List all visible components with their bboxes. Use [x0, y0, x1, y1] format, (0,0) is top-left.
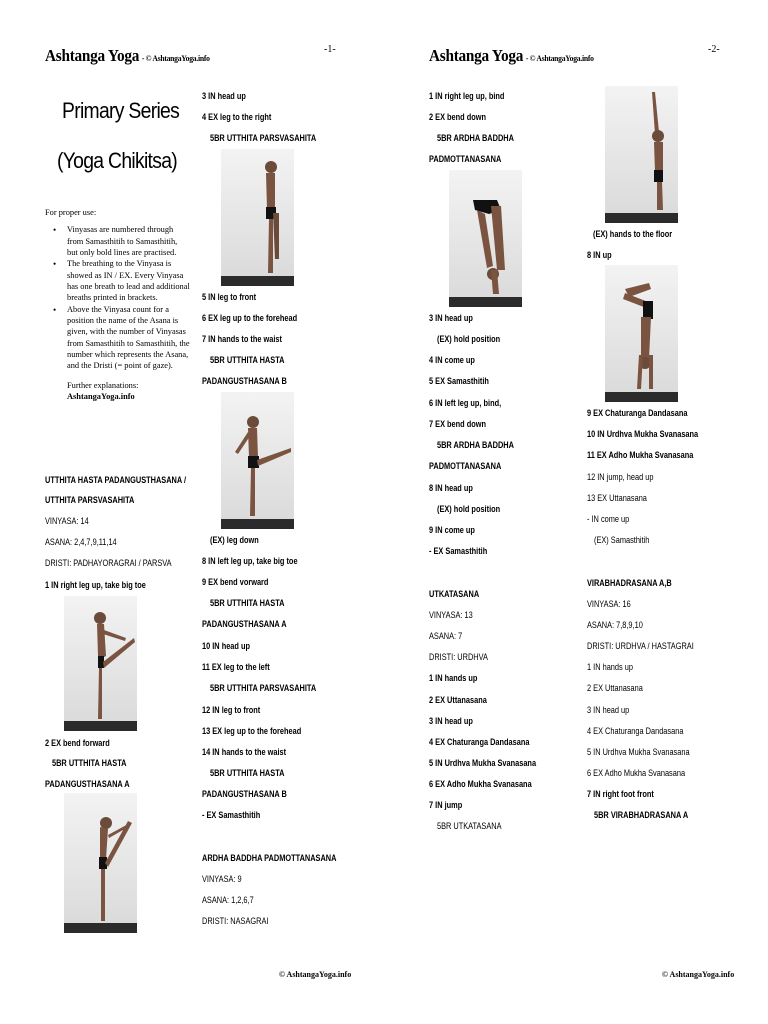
page2-header-title: Ashtanga Yoga	[429, 46, 524, 65]
dristi: DRISTI: URDHVA	[429, 652, 488, 662]
pose-photo	[605, 265, 678, 402]
vinyasa-step: 5BR UTTHITA HASTA	[52, 758, 127, 768]
asana-numbers: ASANA: 7	[429, 631, 463, 641]
vinyasa-step: 7 IN jump	[429, 800, 463, 810]
vinyasa-step: 9 IN come up	[429, 525, 475, 535]
vinyasa-count: VINYASA: 14	[45, 516, 89, 526]
vinyasa-step: 4 EX Chaturanga Dandasana	[429, 737, 530, 747]
vinyasa-step: - EX Samasthitih	[429, 546, 488, 556]
vinyasa-count: VINYASA: 16	[587, 599, 631, 609]
vinyasa-step: (EX) hands to the floor	[593, 229, 673, 239]
yoga-pose-icon	[221, 392, 294, 529]
page1-number: -1-	[324, 44, 336, 55]
dristi: DRISTI: NASAGRAI	[202, 916, 269, 926]
vinyasa-step: 12 IN leg to front	[202, 705, 261, 715]
page1-footer: © AshtangaYoga.info	[279, 970, 352, 979]
vinyasa-step: - EX Samasthitih	[202, 810, 261, 820]
vinyasa-step: 5BR VIRABHADRASANA A	[594, 810, 689, 820]
vinyasa-step: 4 IN come up	[429, 355, 475, 365]
vinyasa-step: 6 IN left leg up, bind,	[429, 398, 502, 408]
vinyasa-step: 2 EX Uttanasana	[587, 683, 643, 693]
vinyasa-step: (EX) Samasthitih	[594, 535, 650, 545]
vinyasa-step: 13 EX Uttanasana	[587, 493, 647, 503]
asana-name: PADANGUSTHASANA A	[202, 619, 287, 629]
vinyasa-step: 1 IN right leg up, take big toe	[45, 580, 146, 590]
vinyasa-step: 7 IN hands to the waist	[202, 334, 282, 344]
vinyasa-step: 8 IN head up	[429, 483, 473, 493]
vinyasa-step: (EX) hold position	[437, 504, 501, 514]
asana-name: PADMOTTANASANA	[429, 154, 502, 164]
yoga-pose-icon	[449, 170, 522, 307]
vinyasa-step: 1 IN hands up	[587, 662, 633, 672]
vinyasa-step: 5BR UTTHITA PARSVASAHITA	[210, 683, 317, 693]
yoga-pose-icon	[64, 793, 137, 933]
page1-header	[45, 46, 210, 66]
vinyasa-step: 5 IN Urdhva Mukha Svanasana	[587, 747, 690, 757]
asana-numbers: ASANA: 2,4,7,9,11,14	[45, 537, 117, 547]
page1-header-site: - © AshtangaYoga.info	[141, 53, 210, 63]
vinyasa-step: 9 EX Chaturanga Dandasana	[587, 408, 688, 418]
vinyasa-step: 7 IN right foot front	[587, 789, 654, 799]
vinyasa-step: 14 IN hands to the waist	[202, 747, 287, 757]
vinyasa-step: 1 IN hands up	[429, 673, 478, 683]
pose-photo	[221, 149, 294, 286]
vinyasa-step: 2 EX bend down	[429, 112, 487, 122]
vinyasa-step: 2 EX bend forward	[45, 738, 110, 748]
intro-bullet: • The breathing to the Vinyasa is showed as IN / EX. Every Vinyasa has one breath to lead and additional breaths printed in brackets.	[67, 258, 190, 303]
yoga-pose-icon	[605, 265, 678, 402]
yoga-pose-icon	[64, 596, 137, 731]
vinyasa-step: 10 IN head up	[202, 641, 250, 651]
vinyasa-step: 5BR UTTHITA HASTA	[210, 598, 285, 608]
page1-header-title: Ashtanga Yoga	[45, 46, 140, 65]
vinyasa-count: VINYASA: 9	[202, 874, 242, 884]
vinyasa-step: 11 EX leg to the left	[202, 662, 270, 672]
vinyasa-step: 1 IN right leg up, bind	[429, 91, 505, 101]
vinyasa-step: 6 EX Adho Mukha Svanasana	[587, 768, 686, 778]
asana-name: PADANGUSTHASANA B	[202, 789, 287, 799]
intro-bullet: • Vinyasas are numbered through from Samasthitih to Samasthitih, but only bold lines are practised.	[67, 224, 190, 258]
vinyasa-step: 5BR UTKATASANA	[437, 821, 502, 831]
page2-header-site: - © AshtangaYoga.info	[525, 53, 594, 63]
vinyasa-step: 5BR UTTHITA HASTA	[210, 355, 285, 365]
vinyasa-step: 3 IN head up	[429, 313, 473, 323]
vinyasa-step: 5BR UTTHITA HASTA	[210, 768, 285, 778]
asana-name: PADANGUSTHASANA A	[45, 779, 130, 789]
page2-number: -2-	[708, 44, 720, 55]
yoga-pose-icon	[605, 86, 678, 223]
intro-heading: For proper use:	[45, 208, 97, 217]
vinyasa-step: 5 EX Samasthitih	[429, 376, 489, 386]
vinyasa-count: VINYASA: 13	[429, 610, 473, 620]
vinyasa-step: 5 IN Urdhva Mukha Svanasana	[429, 758, 537, 768]
pose-photo	[605, 86, 678, 223]
vinyasa-step: 10 IN Urdhva Mukha Svanasana	[587, 429, 699, 439]
asana-title: VIRABHADRASANA A,B	[587, 578, 672, 588]
asana-name: PADANGUSTHASANA B	[202, 376, 287, 386]
intro-further: Further explanations:	[67, 380, 139, 390]
vinyasa-step: 9 EX bend vorward	[202, 577, 269, 587]
asana-numbers: ASANA: 1,2,6,7	[202, 895, 254, 905]
asana-title: UTTHITA HASTA PADANGUSTHASANA /	[45, 475, 187, 485]
vinyasa-step: 3 IN head up	[202, 91, 246, 101]
dristi: DRISTI: PADHAYORAGRAI / PARSVA	[45, 558, 172, 568]
yoga-pose-icon	[221, 149, 294, 286]
asana-name: PADMOTTANASANA	[429, 461, 502, 471]
pose-photo	[64, 793, 137, 933]
intro-bullet: • Above the Vinyasa count for a position the name of the Asana is given, with the number of Vinyasas from Samasthitih to Samasthitih, the number which represents the Asana, and the Dristi (= point of gaze).	[67, 304, 190, 372]
asana-numbers: ASANA: 7,8,9,10	[587, 620, 643, 630]
yoga-chikitsa-title: (Yoga Chikitsa)	[57, 148, 178, 173]
page2-header	[429, 46, 594, 66]
asana-title: UTTHITA PARSVASAHITA	[45, 495, 135, 505]
vinyasa-step: 4 EX leg to the right	[202, 112, 272, 122]
vinyasa-step: - IN come up	[587, 514, 630, 524]
dristi: DRISTI: URDHVA / HASTAGRAI	[587, 641, 694, 651]
vinyasa-step: 12 IN jump, head up	[587, 472, 654, 482]
vinyasa-step: 11 EX Adho Mukha Svanasana	[587, 450, 694, 460]
vinyasa-step: 6 EX Adho Mukha Svanasana	[429, 779, 532, 789]
intro-site: AshtangaYoga.info	[67, 392, 135, 402]
vinyasa-step: 8 IN up	[587, 250, 612, 260]
vinyasa-step: 2 EX Uttanasana	[429, 695, 487, 705]
page2-footer: © AshtangaYoga.info	[662, 970, 735, 979]
vinyasa-step: (EX) hold position	[437, 334, 501, 344]
primary-series-title: Primary Series	[62, 98, 180, 123]
vinyasa-step: (EX) leg down	[210, 535, 259, 545]
vinyasa-step: 5BR ARDHA BADDHA	[437, 440, 514, 450]
vinyasa-step: 3 IN head up	[587, 705, 630, 715]
intro-bullets	[45, 224, 190, 371]
vinyasa-step: 13 EX leg up to the forehead	[202, 726, 302, 736]
vinyasa-step: 5 IN leg to front	[202, 292, 257, 302]
vinyasa-step: 5BR UTTHITA PARSVASAHITA	[210, 133, 317, 143]
pose-photo	[64, 596, 137, 731]
intro-section	[45, 207, 190, 403]
asana-title: ARDHA BADDHA PADMOTTANASANA	[202, 853, 337, 863]
asana-title: UTKATASANA	[429, 589, 480, 599]
vinyasa-step: 4 EX Chaturanga Dandasana	[587, 726, 684, 736]
vinyasa-step: 7 EX bend down	[429, 419, 487, 429]
vinyasa-step: 3 IN head up	[429, 716, 473, 726]
pose-photo	[221, 392, 294, 529]
vinyasa-step: 8 IN left leg up, take big toe	[202, 556, 298, 566]
pose-photo	[449, 170, 522, 307]
vinyasa-step: 6 EX leg up to the forehead	[202, 313, 298, 323]
vinyasa-step: 5BR ARDHA BADDHA	[437, 133, 514, 143]
